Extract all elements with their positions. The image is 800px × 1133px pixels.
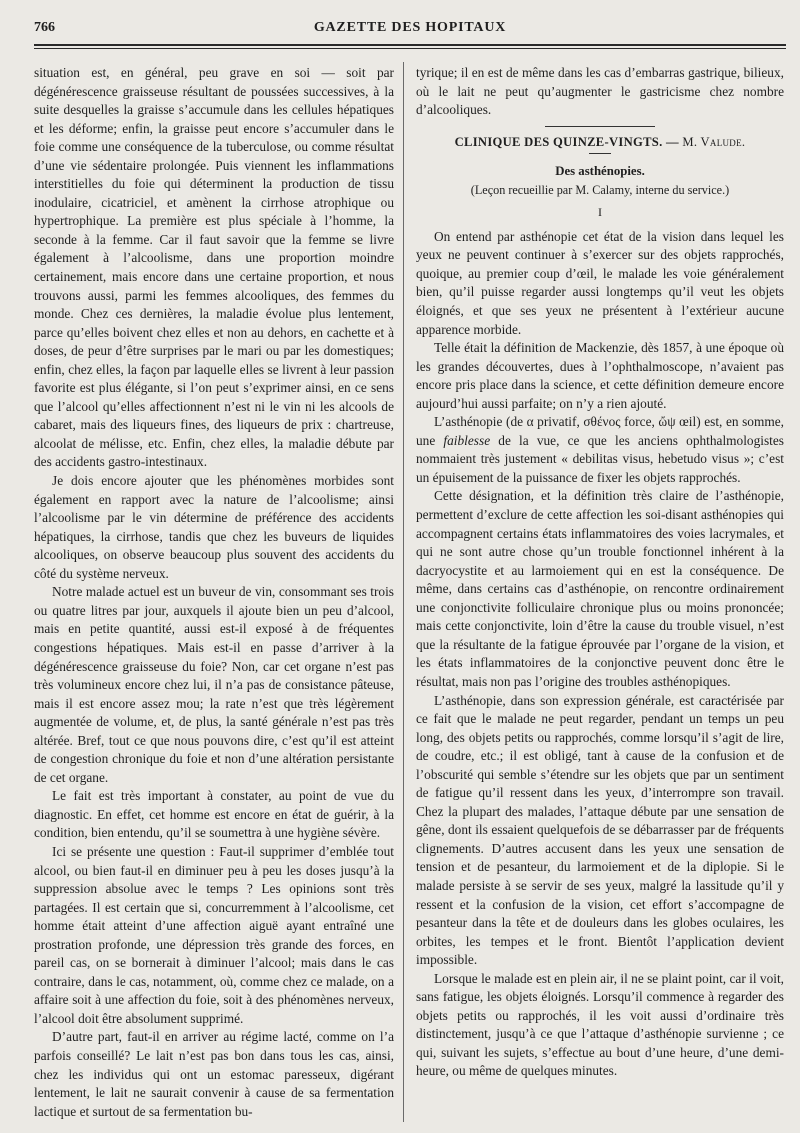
paragraph: Cette désignation, et la définition très claire de l’asthénopie, permettent d’exclure de cette affection les soi-disant asthénopies qui accompagnent certains états inflammatoires des voies lacrymales, et qui ne sont autre chose qu’un trouble fonctionnel inhérent à la dacryocystite et au larmoiement qui en est la conséquence. De même, dans certains cas d’asthénopie, on rencontre ordinairement une conjonctivite folliculaire chronique plus ou moins prononcée; mais cette conjonctivite, loin d’être la cause du trouble visuel, n’est que la résultante de la fatigue éprouvée par l’organe de la vision, et les états inflammatoires de la conjonctive peuvent donc être le résultat, mais non pas l’origine des troubles asthénopiques. [416, 488, 784, 689]
section-author: M. Valude. [682, 134, 746, 149]
paragraph: Notre malade actuel est un buveur de vin, consommant ses trois ou quatre litres par jour, auxquels il ajoute bien un peu d’alcool, mais en petite quantité, aussi est-il exposé à de fréquentes congestions hépatiques. Mais est-il en passe d’arriver à la dégénérescence graisseuse du foie? Non, car cet organe n’est pas très volumineux encore chez lui, il n’a pas de consistance pâteuse, mais il est encore assez mou; la rate n’est que très légèrement augmentée de volume, et, de plus, la santé générale n’est pas très altérée. Bref, tout ce que nous pouvons dire, c’est qu’il est atteint de congestion chronique du foie et non d’une altération persistante de cet organe. [34, 584, 394, 785]
header-rule [34, 44, 786, 46]
section-title: CLINIQUE DES QUINZE-VINGTS. — [454, 134, 683, 149]
left-column [34, 64, 394, 1121]
header-rule-thin [34, 48, 786, 49]
page-header [34, 18, 786, 40]
paragraph: Telle était la définition de Mackenzie, dès 1857, à une époque où les grandes découvertes, dues à l’ophthalmoscope, n’avaient pas encore pris place dans la science, et cette définition demeure encore aujourd’hui aussi parfaite; on n’y a rien ajouté. [416, 340, 784, 411]
article-subtitle: Des asthénopies. [555, 164, 645, 179]
paragraph: situation est, en général, peu grave en soi — soit par dégénérescence graisseuse résultant de poussées successives, à la suite desquelles la graisse s’accumule dans les cellules hépatiques et les déforme; enfin, la graisse peut encore s’accumuler dans le foie comme une conséquence de la tuberculose, ou comme résultat d’une vie sédentaire prolongée. Puis viennent les inflammations interstitielles du foie qui déterminent la production de tissu inodulaire, cicatriciel, et amènent la cirrhose atrophique ou hypertrophique. La première est plus spéciale à l’homme, la seconde à la femme. Car il faut savoir que la femme se livre également à l’alcoolisme, dans une proportion moindre certainement, mais encore dans une certaine proportion, et nous trouvons aussi, parmi les femmes alcooliques, des femmes du monde. Chez ces dernières, la maladie évolue plus lentement, parce qu’elles boivent chez elles et non au dehors, en cachette et à doses, de peur d’être surprises par le mari ou par les domestiques; enfin, chez elles, la façon par laquelle elles se livrent à leur passion favorite est plus élégante, si l’on peut s’exprimer ainsi, en ce sens que l’alcool qu’elles affectionnent n’est ni le vin ni les alcools de cabaret, mais des liqueurs fines, des liqueurs de prix : chartreuse, alcoolat de mélisse, etc. Enfin, chez elles, la maladie débute par des accidents gastro-intestinaux. [34, 65, 394, 470]
column-divider [403, 62, 404, 1122]
right-column [416, 64, 784, 1081]
section-heading [416, 133, 784, 152]
paragraph: L’asthénopie, dans son expression générale, est caractérisée par ce fait que le malade ne peut regarder, pendant un temps un peu long, des objets petits ou rapprochés, comme lorsqu’il s’agit de lire, de coudre, etc.; il est obligé, tant à cause de la confusion et de l’obscurité qui semble s’étendre sur les objets que par un sentiment de fatigue qu’il ressent dans les yeux, d’interrompre son travail. Chez la plupart des malades, l’attaque débute par une sensation de gêne, dont ils essaient quelquefois de se débarrasser par de fréquents clignements. D’autres accusent dans les yeux une sensation de tension et de pesanteur, du larmoiement et de la diplopie. Si le malade persiste à se servir de ses yeux, malgré la lassitude qu’il y ressent et la confusion de la vision, cet effort s’accompagne de pesanteur dans la tête et de douleurs dans les globes oculaires, les orbites, les tempes et le front. Bientôt l’application devient impossible. [416, 692, 784, 968]
short-rule [589, 153, 611, 154]
page-number: 766 [34, 20, 55, 35]
paragraph: D’autre part, faut-il en arriver au régime lacté, comme on l’a parfois conseillé? Le lait n’est pas bon dans tous les cas, ainsi, chez les individus qui ont un estomac paresseux, digérant lentement, le lait ne saurait convenir à cause de sa fermentation lactique et surtout de sa fermentation bu- [34, 1029, 394, 1119]
paragraph: Le fait est très important à constater, au point de vue du diagnostic. En effet, cet homme est encore en état de guérir, à la condition, bien entendu, qu’il se soumettra à une hygiène sévère. [34, 788, 394, 841]
running-title: GAZETTE DES HOPITAUX [313, 20, 507, 35]
paragraph: Je dois encore ajouter que les phénomènes morbides sont également en rapport avec la nature de l’alcoolisme; ainsi l’alcoolisme par le vin détermine de préférence des accidents hépatiques, la cirrhose, tandis que chez les buveurs de liquides alcooliques, on observe beaucoup plus souvent des accidents du côté du système nerveux. [34, 473, 394, 581]
paragraph [416, 413, 784, 487]
section-separator [545, 126, 655, 127]
paragraph-text: de la vue, ce que les anciens ophthalmologistes nommaient très justement « debilitas visus, hebetudo visus »; c’est un épuisement de la puissance de fixer les objets rapprochés. [416, 432, 784, 485]
part-number: I [598, 205, 602, 220]
paragraph: On entend par asthénopie cet état de la vision dans lequel les yeux ne peuvent continuer à s’exercer sur des objets rapprochés, quoique, au premier coup d’œil, le malade les voie généralement bien, qu’il puisse regarder aussi longtemps qu’il veut les objets éloignés, et que ses yeux ne présentent à l’extérieur aucune apparence morbide. [416, 228, 784, 337]
emphasis-text: faiblesse [443, 432, 491, 448]
paragraph: Ici se présente une question : Faut-il supprimer d’emblée tout alcool, ou bien faut-il en diminuer peu à peu les doses jusqu’à la suppression absolue avec le temps ? Les opinions sont très partagées. Il est certain que si, concurremment à l’alcoolisme, cet homme était atteint d’une affection aiguë ayant entraîné une prostration profonde, une dépression très grande des forces, en pareil cas, on se bornerait à diminuer l’alcool; mais dans le cas contraire, dans le cas, notamment, où, comme chez ce malade, on a affaire soit à une affection du foie, soit à des phénomènes nerveux, l’alcool doit être absolument supprimé. [34, 843, 394, 1026]
paragraph-text: L’asthénopie (de α privatif, σθένος force, ὤψ œil) est, en somme, une [416, 414, 784, 448]
article-byline: (Leçon recueillie par M. Calamy, interne du service.) [470, 182, 730, 197]
paragraph: Lorsque le malade est en plein air, il ne se plaint point, car il voit, sans fatigue, les objets éloignés. Lorsqu’il commence à regarder des objets petits ou rapprochés, il les voit aussi d’ordinaire très distinctement, jusqu’à ce que l’attaque d’asthénopie survienne ; ce qui, suivant les sujets, s’effectue au bout d’une heure, d’une demi-heure, ou même de quelques minutes. [416, 970, 784, 1079]
paragraph: tyrique; il en est de même dans les cas d’embarras gastrique, bilieux, où le lait ne peut qu’augmenter le gastricisme chez nombre d’alcooliques. [416, 65, 784, 118]
